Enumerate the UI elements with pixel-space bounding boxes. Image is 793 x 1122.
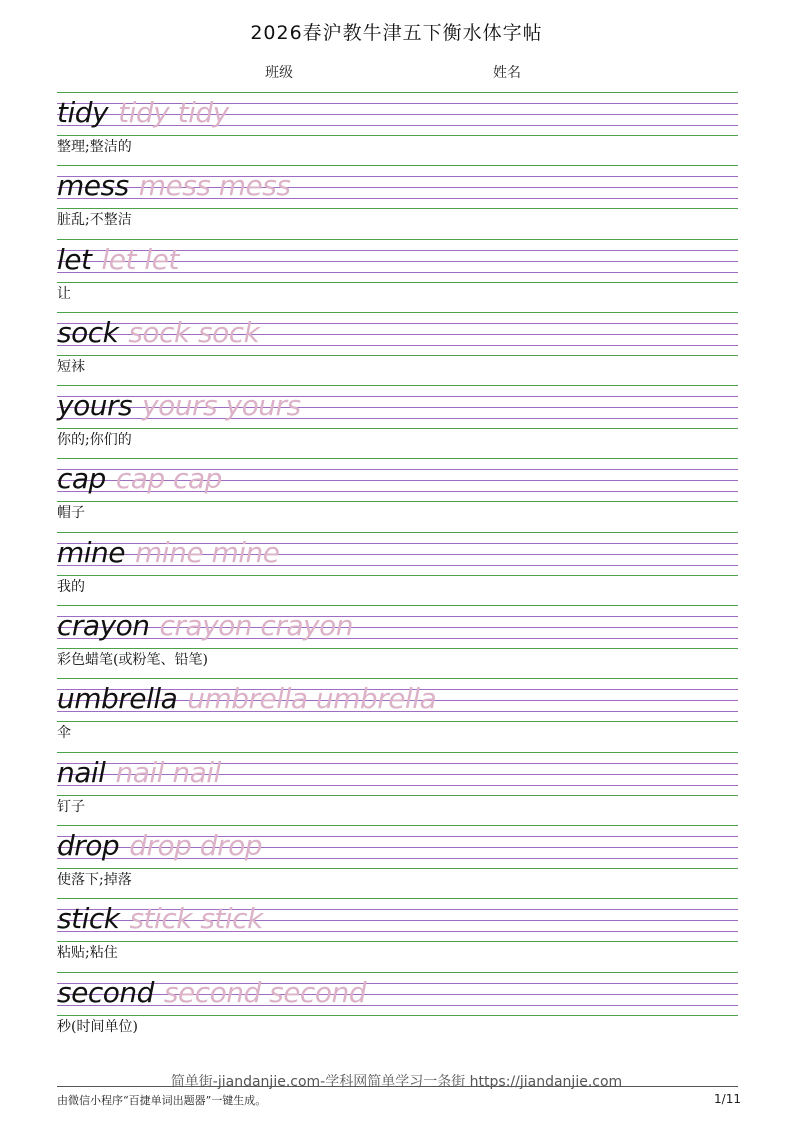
guide-line-bottom (57, 208, 738, 209)
guide-line-bottom (57, 428, 738, 429)
guide-line-top (57, 239, 738, 240)
copybook-row (57, 458, 738, 531)
practice-word (57, 756, 221, 790)
word-model: mine (57, 535, 126, 569)
word-trace: nail nail (115, 755, 221, 789)
copybook-row (57, 605, 738, 678)
word-trace: stick stick (129, 902, 263, 936)
copybook-row (57, 678, 738, 751)
word-meaning: 让 (57, 285, 71, 302)
guide-line-top (57, 532, 738, 533)
word-meaning: 整理;整洁的 (57, 139, 132, 155)
word-trace: mess mess (138, 169, 291, 203)
copybook-row (57, 972, 738, 1045)
word-trace: drop drop (129, 828, 262, 862)
word-model: drop (57, 828, 120, 862)
word-meaning: 彩色蜡笔(或粉笔、铅笔) (57, 652, 208, 669)
word-trace: umbrella umbrella (187, 682, 437, 716)
word-trace: yours yours (142, 389, 301, 423)
word-trace: let let (101, 242, 179, 276)
guide-line-top (57, 165, 738, 166)
word-model: sock (57, 315, 119, 349)
guide-line-top (57, 898, 738, 899)
practice-word (57, 609, 353, 643)
word-meaning: 帽子 (57, 505, 85, 522)
word-model: yours (57, 389, 133, 423)
word-meaning: 钉子 (57, 798, 85, 815)
guide-line-bottom (57, 575, 738, 576)
practice-word (57, 902, 263, 936)
guide-line-top (57, 385, 738, 386)
guide-line-top (57, 825, 738, 826)
practice-word (57, 316, 259, 350)
copybook-row (57, 752, 738, 825)
copybook-row (57, 312, 738, 385)
practice-word (57, 829, 262, 863)
word-model: stick (57, 902, 120, 936)
watermark-text: 简单街-jiandanjie.com-学科网简单学习一条街 https://jiandanjie.com (170, 1074, 623, 1090)
word-trace: second second (163, 975, 366, 1009)
word-meaning: 我的 (57, 578, 85, 595)
guide-line-bottom (57, 135, 738, 136)
word-trace: crayon crayon (159, 609, 353, 643)
word-model: umbrella (57, 682, 178, 716)
name-label: 姓名 (493, 65, 521, 81)
word-meaning: 你的;你们的 (57, 432, 132, 449)
practice-word (57, 389, 301, 423)
word-model: cap (57, 462, 106, 496)
page-title: 2026春沪教牛津五下衡水体字帖 (250, 22, 543, 44)
footer-divider (57, 1086, 738, 1087)
guide-line-top (57, 458, 738, 459)
practice-word (57, 682, 436, 716)
word-meaning: 秒(时间单位) (57, 1018, 138, 1035)
word-meaning: 伞 (57, 725, 71, 742)
page-number: 1/11 (714, 1092, 741, 1106)
practice-word (57, 976, 366, 1010)
word-model: let (57, 242, 92, 276)
copybook-row (57, 92, 738, 165)
word-meaning: 脏乱;不整洁 (57, 212, 132, 229)
guide-line-bottom (57, 721, 738, 722)
footer-note: 由微信小程序“百捷单词出题器”一键生成。 (57, 1094, 267, 1107)
word-trace: sock sock (128, 315, 260, 349)
word-trace: mine mine (135, 535, 280, 569)
practice-word (57, 462, 222, 496)
word-trace: cap cap (115, 462, 222, 496)
practice-word (57, 243, 179, 277)
guide-line-bottom (57, 501, 738, 502)
word-trace: tidy tidy (118, 96, 229, 129)
guide-line-top (57, 605, 738, 606)
word-model: crayon (57, 609, 150, 643)
copybook-row (57, 239, 738, 312)
guide-line-bottom (57, 282, 738, 283)
word-model: tidy (57, 96, 109, 129)
word-model: mess (57, 169, 129, 203)
word-model: nail (57, 755, 106, 789)
practice-word (57, 96, 229, 130)
guide-line-bottom (57, 648, 738, 649)
word-meaning: 粘贴;粘住 (57, 945, 118, 962)
class-label: 班级 (265, 65, 293, 81)
guide-line-bottom (57, 868, 738, 869)
guide-line-top (57, 312, 738, 313)
word-model: second (57, 975, 154, 1009)
copybook-row (57, 385, 738, 458)
guide-line-bottom (57, 355, 738, 356)
guide-line-bottom (57, 941, 738, 942)
copybook-rows (57, 92, 738, 1045)
guide-line-top (57, 972, 738, 973)
practice-word (57, 169, 290, 203)
copybook-row (57, 532, 738, 605)
guide-line-bottom (57, 795, 738, 796)
copybook-row (57, 165, 738, 238)
guide-line-bottom (57, 1015, 738, 1016)
word-meaning: 短袜 (57, 358, 85, 375)
guide-line-top (57, 92, 738, 93)
practice-word (57, 536, 280, 570)
copybook-row (57, 825, 738, 898)
word-meaning: 使落下;掉落 (57, 871, 132, 888)
guide-line-top (57, 752, 738, 753)
copybook-row (57, 898, 738, 971)
guide-line-top (57, 678, 738, 679)
